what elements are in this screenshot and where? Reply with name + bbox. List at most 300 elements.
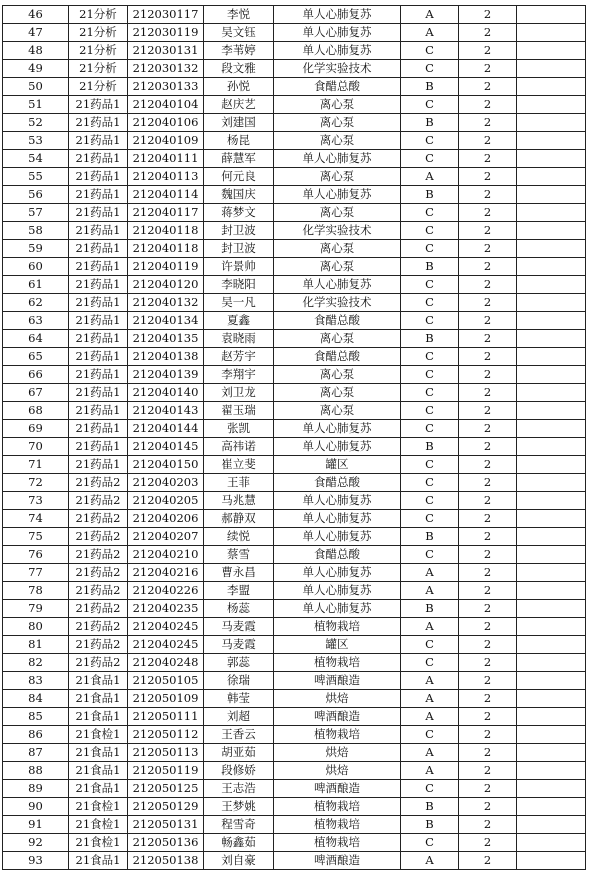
student-id-cell: 212040119 xyxy=(128,258,204,276)
count-cell: 2 xyxy=(459,798,517,816)
name-cell: 刘卫龙 xyxy=(204,384,274,402)
name-cell: 蒋梦文 xyxy=(204,204,274,222)
name-cell: 袁晓雨 xyxy=(204,330,274,348)
student-id-cell: 212050125 xyxy=(128,780,204,798)
student-id-cell: 212040120 xyxy=(128,276,204,294)
student-id-cell: 212040114 xyxy=(128,186,204,204)
grade-cell: A xyxy=(401,6,459,24)
count-cell: 2 xyxy=(459,348,517,366)
count-cell: 2 xyxy=(459,636,517,654)
table-row xyxy=(3,456,586,474)
grade-cell: C xyxy=(401,312,459,330)
row-index-cell: 80 xyxy=(3,618,69,636)
project-cell: 化学实验技术 xyxy=(274,60,401,78)
table-row xyxy=(3,168,586,186)
project-cell: 化学实验技术 xyxy=(274,294,401,312)
table-row xyxy=(3,834,586,852)
empty-cell xyxy=(517,564,586,582)
row-index-cell: 48 xyxy=(3,42,69,60)
row-index-cell: 84 xyxy=(3,690,69,708)
table-row xyxy=(3,24,586,42)
name-cell: 杨昆 xyxy=(204,132,274,150)
name-cell: 吴文钰 xyxy=(204,24,274,42)
table-row xyxy=(3,420,586,438)
count-cell: 2 xyxy=(459,6,517,24)
table-body xyxy=(3,6,586,870)
student-id-cell: 212040109 xyxy=(128,132,204,150)
row-index-cell: 54 xyxy=(3,150,69,168)
class-cell: 21食检1 xyxy=(69,816,128,834)
table-row xyxy=(3,150,586,168)
table-row xyxy=(3,42,586,60)
class-cell: 21食品1 xyxy=(69,780,128,798)
name-cell: 张凯 xyxy=(204,420,274,438)
name-cell: 程雪奇 xyxy=(204,816,274,834)
table-row xyxy=(3,816,586,834)
project-cell: 植物栽培 xyxy=(274,816,401,834)
student-id-cell: 212040235 xyxy=(128,600,204,618)
student-id-cell: 212050136 xyxy=(128,834,204,852)
grade-cell: C xyxy=(401,366,459,384)
grade-cell: C xyxy=(401,96,459,114)
name-cell: 徐瑞 xyxy=(204,672,274,690)
student-id-cell: 212040117 xyxy=(128,204,204,222)
table-row xyxy=(3,708,586,726)
student-id-cell: 212040104 xyxy=(128,96,204,114)
row-index-cell: 78 xyxy=(3,582,69,600)
grade-cell: B xyxy=(401,816,459,834)
grade-cell: C xyxy=(401,546,459,564)
grade-cell: A xyxy=(401,24,459,42)
project-cell: 单人心肺复苏 xyxy=(274,564,401,582)
student-id-cell: 212040210 xyxy=(128,546,204,564)
count-cell: 2 xyxy=(459,420,517,438)
class-cell: 21食检1 xyxy=(69,726,128,744)
table-row xyxy=(3,402,586,420)
table-row xyxy=(3,672,586,690)
empty-cell xyxy=(517,24,586,42)
count-cell: 2 xyxy=(459,852,517,870)
name-cell: 李晓阳 xyxy=(204,276,274,294)
student-id-cell: 212040216 xyxy=(128,564,204,582)
count-cell: 2 xyxy=(459,330,517,348)
grade-cell: A xyxy=(401,582,459,600)
student-id-cell: 212040245 xyxy=(128,636,204,654)
project-cell: 离心泵 xyxy=(274,384,401,402)
student-id-cell: 212040118 xyxy=(128,240,204,258)
count-cell: 2 xyxy=(459,438,517,456)
empty-cell xyxy=(517,726,586,744)
count-cell: 2 xyxy=(459,402,517,420)
name-cell: 畅鑫茹 xyxy=(204,834,274,852)
student-id-cell: 212030133 xyxy=(128,78,204,96)
student-id-cell: 212040207 xyxy=(128,528,204,546)
table-row xyxy=(3,546,586,564)
table-row xyxy=(3,384,586,402)
name-cell: 杨蕊 xyxy=(204,600,274,618)
project-cell: 食醋总酸 xyxy=(274,474,401,492)
table-row xyxy=(3,474,586,492)
student-id-cell: 212050105 xyxy=(128,672,204,690)
class-cell: 21药品2 xyxy=(69,492,128,510)
row-index-cell: 49 xyxy=(3,60,69,78)
grade-cell: C xyxy=(401,42,459,60)
grade-cell: C xyxy=(401,402,459,420)
class-cell: 21药品1 xyxy=(69,366,128,384)
row-index-cell: 55 xyxy=(3,168,69,186)
count-cell: 2 xyxy=(459,708,517,726)
grade-cell: A xyxy=(401,744,459,762)
empty-cell xyxy=(517,6,586,24)
student-id-cell: 212040113 xyxy=(128,168,204,186)
count-cell: 2 xyxy=(459,474,517,492)
student-id-cell: 212050112 xyxy=(128,726,204,744)
project-cell: 单人心肺复苏 xyxy=(274,582,401,600)
class-cell: 21药品1 xyxy=(69,258,128,276)
grade-cell: A xyxy=(401,852,459,870)
row-index-cell: 62 xyxy=(3,294,69,312)
table-row xyxy=(3,636,586,654)
project-cell: 食醋总酸 xyxy=(274,312,401,330)
name-cell: 刘自豪 xyxy=(204,852,274,870)
project-cell: 植物栽培 xyxy=(274,654,401,672)
project-cell: 食醋总酸 xyxy=(274,348,401,366)
table-row xyxy=(3,114,586,132)
empty-cell xyxy=(517,348,586,366)
grade-cell: C xyxy=(401,726,459,744)
count-cell: 2 xyxy=(459,60,517,78)
project-cell: 烘焙 xyxy=(274,744,401,762)
table-row xyxy=(3,744,586,762)
grade-cell: B xyxy=(401,438,459,456)
empty-cell xyxy=(517,402,586,420)
row-index-cell: 90 xyxy=(3,798,69,816)
empty-cell xyxy=(517,510,586,528)
student-id-cell: 212050129 xyxy=(128,798,204,816)
row-index-cell: 73 xyxy=(3,492,69,510)
empty-cell xyxy=(517,222,586,240)
row-index-cell: 92 xyxy=(3,834,69,852)
grade-cell: A xyxy=(401,618,459,636)
count-cell: 2 xyxy=(459,96,517,114)
project-cell: 离心泵 xyxy=(274,204,401,222)
table-row xyxy=(3,600,586,618)
empty-cell xyxy=(517,744,586,762)
class-cell: 21药品2 xyxy=(69,582,128,600)
empty-cell xyxy=(517,132,586,150)
row-index-cell: 81 xyxy=(3,636,69,654)
count-cell: 2 xyxy=(459,366,517,384)
student-id-cell: 212040245 xyxy=(128,618,204,636)
name-cell: 刘建国 xyxy=(204,114,274,132)
table-row xyxy=(3,240,586,258)
row-index-cell: 70 xyxy=(3,438,69,456)
student-id-cell: 212050111 xyxy=(128,708,204,726)
student-id-cell: 212040111 xyxy=(128,150,204,168)
grade-cell: B xyxy=(401,330,459,348)
count-cell: 2 xyxy=(459,834,517,852)
project-cell: 单人心肺复苏 xyxy=(274,420,401,438)
empty-cell xyxy=(517,780,586,798)
empty-cell xyxy=(517,582,586,600)
row-index-cell: 91 xyxy=(3,816,69,834)
name-cell: 吴一凡 xyxy=(204,294,274,312)
class-cell: 21药品1 xyxy=(69,438,128,456)
count-cell: 2 xyxy=(459,528,517,546)
count-cell: 2 xyxy=(459,258,517,276)
project-cell: 离心泵 xyxy=(274,402,401,420)
count-cell: 2 xyxy=(459,168,517,186)
name-cell: 高祎诺 xyxy=(204,438,274,456)
row-index-cell: 58 xyxy=(3,222,69,240)
class-cell: 21药品2 xyxy=(69,528,128,546)
row-index-cell: 72 xyxy=(3,474,69,492)
empty-cell xyxy=(517,852,586,870)
grade-cell: A xyxy=(401,690,459,708)
grade-cell: C xyxy=(401,654,459,672)
table-row xyxy=(3,438,586,456)
table-row xyxy=(3,258,586,276)
name-cell: 何元良 xyxy=(204,168,274,186)
class-cell: 21食品1 xyxy=(69,744,128,762)
table-row xyxy=(3,132,586,150)
student-id-cell: 212040132 xyxy=(128,294,204,312)
empty-cell xyxy=(517,240,586,258)
project-cell: 离心泵 xyxy=(274,240,401,258)
class-cell: 21药品1 xyxy=(69,348,128,366)
project-cell: 离心泵 xyxy=(274,132,401,150)
student-id-cell: 212040118 xyxy=(128,222,204,240)
table-row xyxy=(3,204,586,222)
row-index-cell: 77 xyxy=(3,564,69,582)
count-cell: 2 xyxy=(459,654,517,672)
name-cell: 许景帅 xyxy=(204,258,274,276)
name-cell: 曹永昌 xyxy=(204,564,274,582)
score-table xyxy=(2,5,586,870)
student-id-cell: 212040205 xyxy=(128,492,204,510)
grade-cell: C xyxy=(401,132,459,150)
student-id-cell: 212040248 xyxy=(128,654,204,672)
grade-cell: C xyxy=(401,150,459,168)
count-cell: 2 xyxy=(459,510,517,528)
row-index-cell: 59 xyxy=(3,240,69,258)
class-cell: 21药品2 xyxy=(69,510,128,528)
empty-cell xyxy=(517,672,586,690)
grade-cell: C xyxy=(401,456,459,474)
row-index-cell: 60 xyxy=(3,258,69,276)
name-cell: 王香云 xyxy=(204,726,274,744)
student-id-cell: 212030131 xyxy=(128,42,204,60)
count-cell: 2 xyxy=(459,78,517,96)
project-cell: 单人心肺复苏 xyxy=(274,150,401,168)
table-row xyxy=(3,690,586,708)
name-cell: 段文雅 xyxy=(204,60,274,78)
row-index-cell: 86 xyxy=(3,726,69,744)
count-cell: 2 xyxy=(459,600,517,618)
count-cell: 2 xyxy=(459,690,517,708)
count-cell: 2 xyxy=(459,384,517,402)
table-row xyxy=(3,60,586,78)
table-row xyxy=(3,780,586,798)
count-cell: 2 xyxy=(459,618,517,636)
count-cell: 2 xyxy=(459,114,517,132)
class-cell: 21药品2 xyxy=(69,564,128,582)
project-cell: 罐区 xyxy=(274,636,401,654)
empty-cell xyxy=(517,96,586,114)
class-cell: 21药品2 xyxy=(69,600,128,618)
row-index-cell: 74 xyxy=(3,510,69,528)
student-id-cell: 212040134 xyxy=(128,312,204,330)
class-cell: 21药品1 xyxy=(69,96,128,114)
name-cell: 李苇婷 xyxy=(204,42,274,60)
row-index-cell: 85 xyxy=(3,708,69,726)
name-cell: 马麦霞 xyxy=(204,618,274,636)
row-index-cell: 93 xyxy=(3,852,69,870)
grade-cell: C xyxy=(401,276,459,294)
grade-cell: B xyxy=(401,114,459,132)
class-cell: 21药品1 xyxy=(69,456,128,474)
empty-cell xyxy=(517,294,586,312)
student-id-cell: 212050119 xyxy=(128,762,204,780)
project-cell: 单人心肺复苏 xyxy=(274,186,401,204)
count-cell: 2 xyxy=(459,276,517,294)
name-cell: 李悦 xyxy=(204,6,274,24)
grade-cell: C xyxy=(401,240,459,258)
count-cell: 2 xyxy=(459,672,517,690)
table-row xyxy=(3,96,586,114)
name-cell: 魏国庆 xyxy=(204,186,274,204)
project-cell: 植物栽培 xyxy=(274,726,401,744)
row-index-cell: 68 xyxy=(3,402,69,420)
grade-cell: B xyxy=(401,258,459,276)
table-row xyxy=(3,276,586,294)
student-id-cell: 212040206 xyxy=(128,510,204,528)
table-row xyxy=(3,330,586,348)
grade-cell: C xyxy=(401,420,459,438)
name-cell: 李翔宇 xyxy=(204,366,274,384)
count-cell: 2 xyxy=(459,132,517,150)
class-cell: 21分析 xyxy=(69,42,128,60)
grade-cell: A xyxy=(401,762,459,780)
project-cell: 食醋总酸 xyxy=(274,546,401,564)
empty-cell xyxy=(517,204,586,222)
name-cell: 封卫波 xyxy=(204,240,274,258)
empty-cell xyxy=(517,384,586,402)
project-cell: 食醋总酸 xyxy=(274,78,401,96)
project-cell: 烘焙 xyxy=(274,762,401,780)
grade-cell: C xyxy=(401,222,459,240)
row-index-cell: 87 xyxy=(3,744,69,762)
grade-cell: A xyxy=(401,168,459,186)
project-cell: 烘焙 xyxy=(274,690,401,708)
grade-cell: B xyxy=(401,798,459,816)
student-id-cell: 212040140 xyxy=(128,384,204,402)
class-cell: 21药品1 xyxy=(69,186,128,204)
table-row xyxy=(3,6,586,24)
student-id-cell: 212040144 xyxy=(128,420,204,438)
project-cell: 离心泵 xyxy=(274,168,401,186)
empty-cell xyxy=(517,78,586,96)
name-cell: 薛慧军 xyxy=(204,150,274,168)
class-cell: 21药品1 xyxy=(69,312,128,330)
student-id-cell: 212030117 xyxy=(128,6,204,24)
row-index-cell: 79 xyxy=(3,600,69,618)
count-cell: 2 xyxy=(459,294,517,312)
empty-cell xyxy=(517,816,586,834)
class-cell: 21食品1 xyxy=(69,708,128,726)
class-cell: 21药品1 xyxy=(69,276,128,294)
name-cell: 马兆慧 xyxy=(204,492,274,510)
class-cell: 21药品1 xyxy=(69,294,128,312)
grade-cell: B xyxy=(401,528,459,546)
student-id-cell: 212040203 xyxy=(128,474,204,492)
empty-cell xyxy=(517,546,586,564)
row-index-cell: 50 xyxy=(3,78,69,96)
class-cell: 21食检1 xyxy=(69,834,128,852)
class-cell: 21分析 xyxy=(69,24,128,42)
name-cell: 马麦霞 xyxy=(204,636,274,654)
name-cell: 续悦 xyxy=(204,528,274,546)
row-index-cell: 69 xyxy=(3,420,69,438)
project-cell: 离心泵 xyxy=(274,114,401,132)
row-index-cell: 67 xyxy=(3,384,69,402)
empty-cell xyxy=(517,834,586,852)
class-cell: 21食品1 xyxy=(69,762,128,780)
grade-cell: C xyxy=(401,636,459,654)
table-row xyxy=(3,852,586,870)
row-index-cell: 88 xyxy=(3,762,69,780)
count-cell: 2 xyxy=(459,744,517,762)
count-cell: 2 xyxy=(459,312,517,330)
empty-cell xyxy=(517,168,586,186)
project-cell: 罐区 xyxy=(274,456,401,474)
name-cell: 郝静双 xyxy=(204,510,274,528)
empty-cell xyxy=(517,618,586,636)
grade-cell: C xyxy=(401,474,459,492)
row-index-cell: 71 xyxy=(3,456,69,474)
row-index-cell: 53 xyxy=(3,132,69,150)
count-cell: 2 xyxy=(459,816,517,834)
count-cell: 2 xyxy=(459,564,517,582)
count-cell: 2 xyxy=(459,240,517,258)
name-cell: 韩莹 xyxy=(204,690,274,708)
project-cell: 啤酒酿造 xyxy=(274,708,401,726)
name-cell: 段修娇 xyxy=(204,762,274,780)
count-cell: 2 xyxy=(459,726,517,744)
student-id-cell: 212040106 xyxy=(128,114,204,132)
class-cell: 21药品1 xyxy=(69,150,128,168)
student-id-cell: 212050131 xyxy=(128,816,204,834)
count-cell: 2 xyxy=(459,762,517,780)
empty-cell xyxy=(517,276,586,294)
grade-cell: C xyxy=(401,780,459,798)
empty-cell xyxy=(517,798,586,816)
row-index-cell: 46 xyxy=(3,6,69,24)
grade-cell: C xyxy=(401,294,459,312)
count-cell: 2 xyxy=(459,546,517,564)
class-cell: 21食品1 xyxy=(69,690,128,708)
student-id-cell: 212030119 xyxy=(128,24,204,42)
name-cell: 李盟 xyxy=(204,582,274,600)
project-cell: 啤酒酿造 xyxy=(274,852,401,870)
grade-cell: C xyxy=(401,204,459,222)
row-index-cell: 56 xyxy=(3,186,69,204)
name-cell: 翟玉瑞 xyxy=(204,402,274,420)
project-cell: 植物栽培 xyxy=(274,834,401,852)
student-id-cell: 212040226 xyxy=(128,582,204,600)
class-cell: 21药品1 xyxy=(69,330,128,348)
count-cell: 2 xyxy=(459,456,517,474)
